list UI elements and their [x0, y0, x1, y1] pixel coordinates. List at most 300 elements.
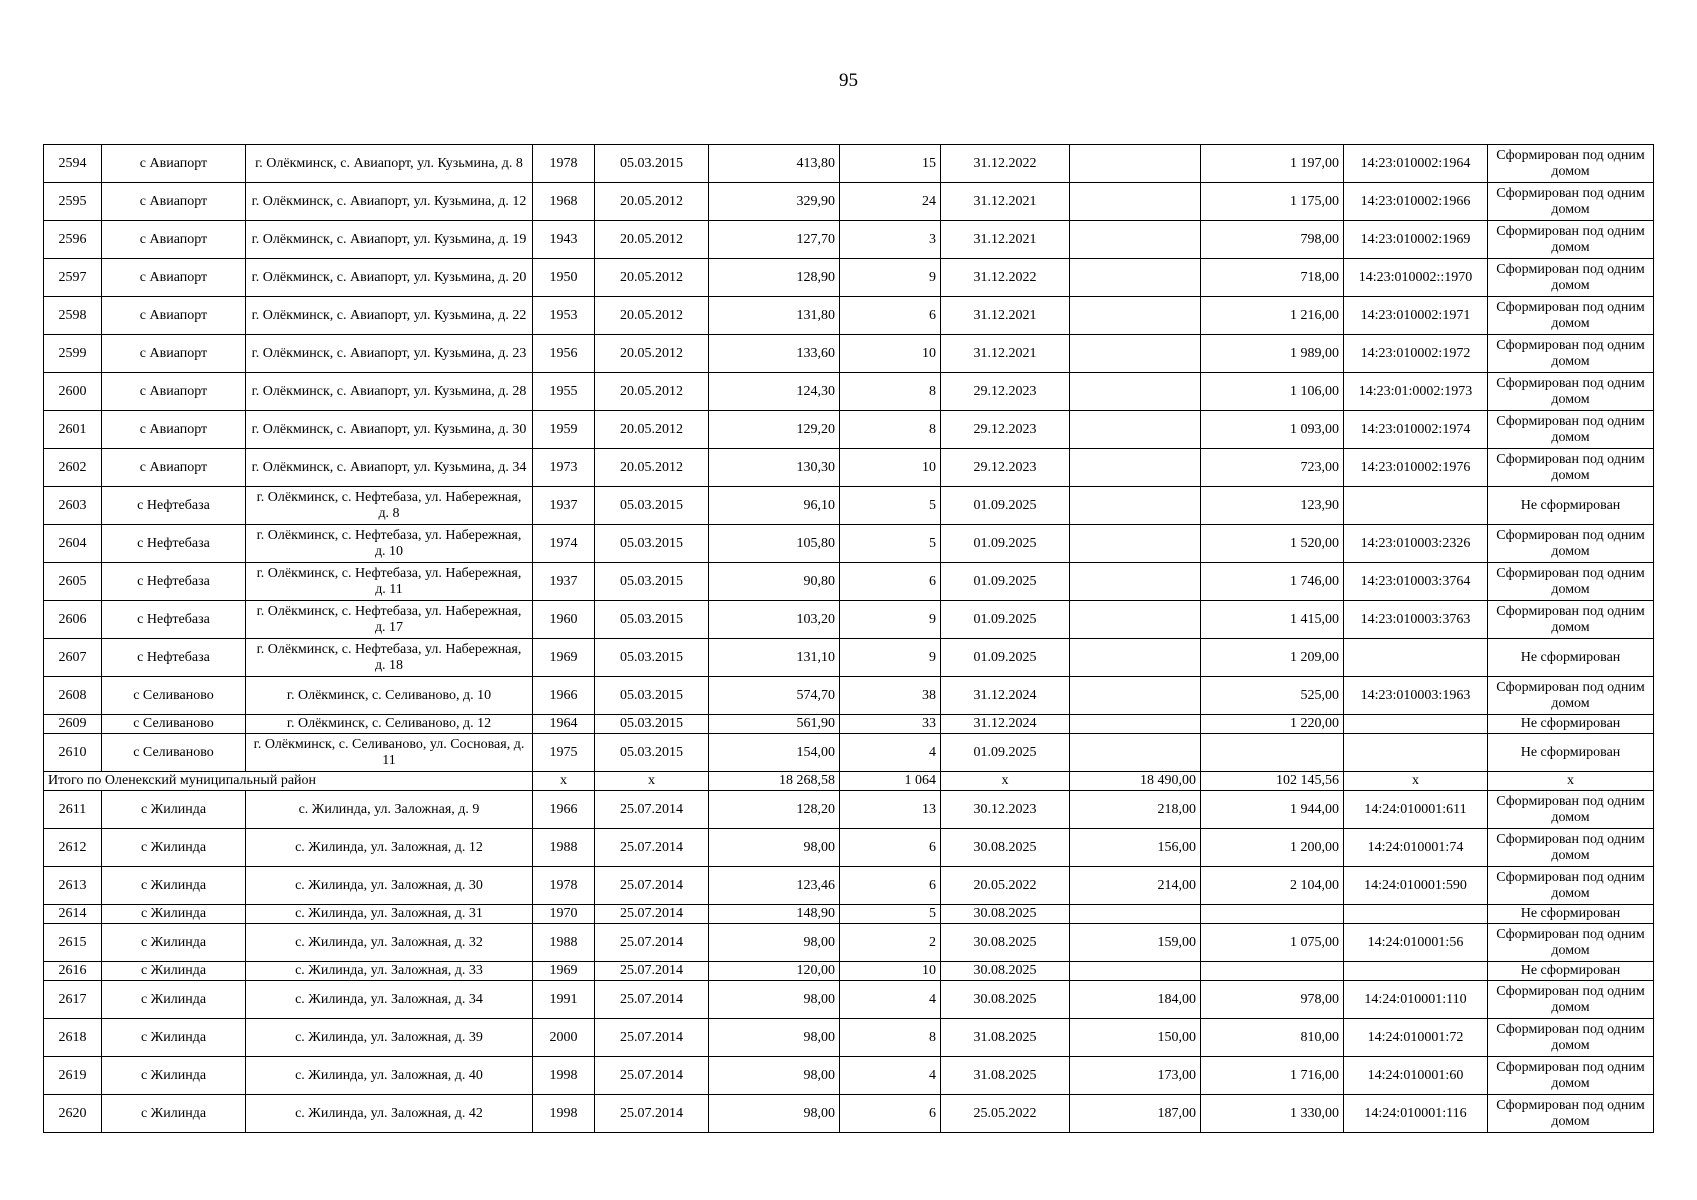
- deadline-cell: 31.12.2021: [941, 335, 1070, 373]
- row-number: 2619: [44, 1057, 102, 1095]
- residents-cell: 4: [840, 734, 941, 772]
- residents-cell: 33: [840, 715, 941, 734]
- status-cell: Сформирован под одним домом: [1488, 145, 1654, 183]
- residents-cell: 9: [840, 639, 941, 677]
- land-area-cell: 187,00: [1070, 1095, 1201, 1133]
- row-number: 2615: [44, 924, 102, 962]
- area-cell: 128,90: [709, 259, 840, 297]
- table-row: [44, 601, 1654, 639]
- status-cell: Сформирован под одним домом: [1488, 563, 1654, 601]
- year-cell: 1998: [533, 1057, 595, 1095]
- land-area-cell: [1070, 487, 1201, 525]
- residents-cell: 9: [840, 259, 941, 297]
- cadastral-number-cell: 14:24:010001:60: [1344, 1057, 1488, 1095]
- row-number: 2605: [44, 563, 102, 601]
- land-area-cell: [1070, 715, 1201, 734]
- residents-cell: 10: [840, 449, 941, 487]
- residents-cell: 3: [840, 221, 941, 259]
- cost-cell: 1 197,00: [1201, 145, 1344, 183]
- settlement-cell: с Жилинда: [102, 1095, 246, 1133]
- date-cell: 05.03.2015: [595, 677, 709, 715]
- cost-cell: 978,00: [1201, 981, 1344, 1019]
- residents-cell: 6: [840, 1095, 941, 1133]
- settlement-cell: с Жилинда: [102, 924, 246, 962]
- year-cell: 1988: [533, 924, 595, 962]
- date-cell: 05.03.2015: [595, 715, 709, 734]
- land-area-cell: [1070, 145, 1201, 183]
- date-cell: 25.07.2014: [595, 791, 709, 829]
- address-cell: с. Жилинда, ул. Заложная, д. 32: [246, 924, 533, 962]
- settlement-cell: с Авиапорт: [102, 183, 246, 221]
- cadastral-number-cell: 14:24:010001:72: [1344, 1019, 1488, 1057]
- area-cell: 131,80: [709, 297, 840, 335]
- date-cell: 25.07.2014: [595, 981, 709, 1019]
- residents-cell: 6: [840, 297, 941, 335]
- land-area-cell: [1070, 449, 1201, 487]
- row-number: 2608: [44, 677, 102, 715]
- date-cell: 05.03.2015: [595, 145, 709, 183]
- date-cell: 25.07.2014: [595, 924, 709, 962]
- row-number: 2599: [44, 335, 102, 373]
- year-cell: 1973: [533, 449, 595, 487]
- year-cell: 1950: [533, 259, 595, 297]
- date-cell: 05.03.2015: [595, 734, 709, 772]
- year-cell: 2000: [533, 1019, 595, 1057]
- deadline-cell: 30.12.2023: [941, 791, 1070, 829]
- settlement-cell: с Нефтебаза: [102, 601, 246, 639]
- land-area-cell: [1070, 297, 1201, 335]
- area-cell: 105,80: [709, 525, 840, 563]
- total-date: x: [595, 772, 709, 791]
- cadastral-number-cell: 14:24:010001:110: [1344, 981, 1488, 1019]
- year-cell: 1964: [533, 715, 595, 734]
- residents-cell: 24: [840, 183, 941, 221]
- table-row: [44, 829, 1654, 867]
- area-cell: 98,00: [709, 924, 840, 962]
- land-area-cell: [1070, 905, 1201, 924]
- row-number: 2614: [44, 905, 102, 924]
- settlement-cell: с Нефтебаза: [102, 639, 246, 677]
- row-number: 2601: [44, 411, 102, 449]
- row-number: 2613: [44, 867, 102, 905]
- status-cell: Не сформирован: [1488, 639, 1654, 677]
- total-deadline: x: [941, 772, 1070, 791]
- address-cell: г. Олёкминск, с. Авиапорт, ул. Кузьмина, д. 8: [246, 145, 533, 183]
- table-row: [44, 183, 1654, 221]
- date-cell: 25.07.2014: [595, 1019, 709, 1057]
- date-cell: 20.05.2012: [595, 449, 709, 487]
- area-cell: 98,00: [709, 829, 840, 867]
- cadastral-number-cell: [1344, 734, 1488, 772]
- land-area-cell: [1070, 335, 1201, 373]
- year-cell: 1970: [533, 905, 595, 924]
- deadline-cell: 29.12.2023: [941, 373, 1070, 411]
- deadline-cell: 01.09.2025: [941, 601, 1070, 639]
- land-area-cell: 218,00: [1070, 791, 1201, 829]
- deadline-cell: 31.12.2021: [941, 297, 1070, 335]
- register-rows: [44, 145, 1654, 1133]
- page-number: 95: [839, 70, 858, 91]
- status-cell: Сформирован под одним домом: [1488, 829, 1654, 867]
- date-cell: 05.03.2015: [595, 487, 709, 525]
- cost-cell: 1 944,00: [1201, 791, 1344, 829]
- cost-cell: 723,00: [1201, 449, 1344, 487]
- year-cell: 1960: [533, 601, 595, 639]
- status-cell: Сформирован под одним домом: [1488, 297, 1654, 335]
- deadline-cell: 31.12.2021: [941, 221, 1070, 259]
- cadastral-number-cell: 14:23:010003:3763: [1344, 601, 1488, 639]
- deadline-cell: 01.09.2025: [941, 525, 1070, 563]
- residents-cell: 8: [840, 1019, 941, 1057]
- cadastral-number-cell: [1344, 487, 1488, 525]
- table-row: [44, 1019, 1654, 1057]
- year-cell: 1969: [533, 639, 595, 677]
- table-row: [44, 791, 1654, 829]
- status-cell: Сформирован под одним домом: [1488, 449, 1654, 487]
- deadline-cell: 29.12.2023: [941, 449, 1070, 487]
- settlement-cell: с Жилинда: [102, 905, 246, 924]
- cadastral-number-cell: 14:24:010001:74: [1344, 829, 1488, 867]
- table-row: [44, 1057, 1654, 1095]
- address-cell: г. Олёкминск, с. Селиваново, д. 12: [246, 715, 533, 734]
- status-cell: Сформирован под одним домом: [1488, 373, 1654, 411]
- row-number: 2618: [44, 1019, 102, 1057]
- address-cell: с. Жилинда, ул. Заложная, д. 33: [246, 962, 533, 981]
- table-row: [44, 962, 1654, 981]
- settlement-cell: с Авиапорт: [102, 449, 246, 487]
- status-cell: Сформирован под одним домом: [1488, 1057, 1654, 1095]
- status-cell: Сформирован под одним домом: [1488, 1019, 1654, 1057]
- table-row: [44, 221, 1654, 259]
- address-cell: г. Олёкминск, с. Авиапорт, ул. Кузьмина, д. 19: [246, 221, 533, 259]
- address-cell: г. Олёкминск, с. Авиапорт, ул. Кузьмина, д. 34: [246, 449, 533, 487]
- cost-cell: 1 220,00: [1201, 715, 1344, 734]
- land-area-cell: 184,00: [1070, 981, 1201, 1019]
- cost-cell: 1 330,00: [1201, 1095, 1344, 1133]
- table-row: [44, 734, 1654, 772]
- table-row: [44, 411, 1654, 449]
- row-number: 2603: [44, 487, 102, 525]
- row-number: 2597: [44, 259, 102, 297]
- land-area-cell: [1070, 525, 1201, 563]
- status-cell: Не сформирован: [1488, 487, 1654, 525]
- residents-cell: 5: [840, 487, 941, 525]
- deadline-cell: 30.08.2025: [941, 905, 1070, 924]
- cadastral-number-cell: [1344, 639, 1488, 677]
- cadastral-number-cell: 14:23:010002::1970: [1344, 259, 1488, 297]
- address-cell: г. Олёкминск, с. Авиапорт, ул. Кузьмина, д. 22: [246, 297, 533, 335]
- cadastral-number-cell: 14:24:010001:116: [1344, 1095, 1488, 1133]
- status-cell: Сформирован под одним домом: [1488, 601, 1654, 639]
- year-cell: 1969: [533, 962, 595, 981]
- settlement-cell: с Нефтебаза: [102, 563, 246, 601]
- cost-cell: 810,00: [1201, 1019, 1344, 1057]
- settlement-cell: с Авиапорт: [102, 297, 246, 335]
- date-cell: 25.07.2014: [595, 867, 709, 905]
- address-cell: г. Олёкминск, с. Селиваново, ул. Сосновая, д. 11: [246, 734, 533, 772]
- address-cell: г. Олёкминск, с. Селиваново, д. 10: [246, 677, 533, 715]
- cost-cell: 1 989,00: [1201, 335, 1344, 373]
- residents-cell: 6: [840, 563, 941, 601]
- address-cell: с. Жилинда, ул. Заложная, д. 31: [246, 905, 533, 924]
- date-cell: 20.05.2012: [595, 373, 709, 411]
- date-cell: 25.07.2014: [595, 1095, 709, 1133]
- table-row: [44, 715, 1654, 734]
- row-number: 2616: [44, 962, 102, 981]
- year-cell: 1988: [533, 829, 595, 867]
- address-cell: г. Олёкминск, с. Нефтебаза, ул. Набережная, д. 10: [246, 525, 533, 563]
- cost-cell: 2 104,00: [1201, 867, 1344, 905]
- deadline-cell: 31.12.2022: [941, 259, 1070, 297]
- area-cell: 133,60: [709, 335, 840, 373]
- land-area-cell: [1070, 221, 1201, 259]
- year-cell: 1991: [533, 981, 595, 1019]
- table-row: [44, 373, 1654, 411]
- deadline-cell: 29.12.2023: [941, 411, 1070, 449]
- status-cell: Не сформирован: [1488, 962, 1654, 981]
- cost-cell: 1 209,00: [1201, 639, 1344, 677]
- date-cell: 20.05.2012: [595, 259, 709, 297]
- settlement-cell: с Жилинда: [102, 791, 246, 829]
- cadastral-number-cell: 14:23:010003:1963: [1344, 677, 1488, 715]
- address-cell: г. Олёкминск, с. Авиапорт, ул. Кузьмина, д. 20: [246, 259, 533, 297]
- year-cell: 1978: [533, 867, 595, 905]
- year-cell: 1998: [533, 1095, 595, 1133]
- land-area-cell: [1070, 601, 1201, 639]
- area-cell: 98,00: [709, 981, 840, 1019]
- address-cell: г. Олёкминск, с. Нефтебаза, ул. Набережная, д. 17: [246, 601, 533, 639]
- total-land-area: 18 490,00: [1070, 772, 1201, 791]
- settlement-cell: с Авиапорт: [102, 411, 246, 449]
- cost-cell: [1201, 734, 1344, 772]
- deadline-cell: 31.08.2025: [941, 1019, 1070, 1057]
- residents-cell: 10: [840, 335, 941, 373]
- row-number: 2596: [44, 221, 102, 259]
- status-cell: Сформирован под одним домом: [1488, 677, 1654, 715]
- settlement-cell: с Нефтебаза: [102, 487, 246, 525]
- housing-register-table: [43, 144, 1654, 1133]
- status-cell: Не сформирован: [1488, 734, 1654, 772]
- residents-cell: 2: [840, 924, 941, 962]
- total-row: [44, 772, 1654, 791]
- year-cell: 1978: [533, 145, 595, 183]
- area-cell: 98,00: [709, 1095, 840, 1133]
- status-cell: Сформирован под одним домом: [1488, 259, 1654, 297]
- area-cell: 128,20: [709, 791, 840, 829]
- land-area-cell: 214,00: [1070, 867, 1201, 905]
- settlement-cell: с Жилинда: [102, 1057, 246, 1095]
- settlement-cell: с Жилинда: [102, 981, 246, 1019]
- cadastral-number-cell: 14:23:01:0002:1973: [1344, 373, 1488, 411]
- area-cell: 329,90: [709, 183, 840, 221]
- settlement-cell: с Селиваново: [102, 715, 246, 734]
- settlement-cell: с Авиапорт: [102, 145, 246, 183]
- row-number: 2595: [44, 183, 102, 221]
- area-cell: 129,20: [709, 411, 840, 449]
- deadline-cell: 01.09.2025: [941, 639, 1070, 677]
- deadline-cell: 20.05.2022: [941, 867, 1070, 905]
- land-area-cell: [1070, 563, 1201, 601]
- residents-cell: 13: [840, 791, 941, 829]
- row-number: 2600: [44, 373, 102, 411]
- address-cell: с. Жилинда, ул. Заложная, д. 12: [246, 829, 533, 867]
- status-cell: Сформирован под одним домом: [1488, 221, 1654, 259]
- area-cell: 574,70: [709, 677, 840, 715]
- table-row: [44, 867, 1654, 905]
- deadline-cell: 31.08.2025: [941, 1057, 1070, 1095]
- cost-cell: 1 415,00: [1201, 601, 1344, 639]
- address-cell: г. Олёкминск, с. Авиапорт, ул. Кузьмина, д. 28: [246, 373, 533, 411]
- cost-cell: 1 746,00: [1201, 563, 1344, 601]
- area-cell: 148,90: [709, 905, 840, 924]
- year-cell: 1974: [533, 525, 595, 563]
- table-row: [44, 145, 1654, 183]
- year-cell: 1959: [533, 411, 595, 449]
- address-cell: г. Олёкминск, с. Нефтебаза, ул. Набережная, д. 18: [246, 639, 533, 677]
- deadline-cell: 31.12.2024: [941, 715, 1070, 734]
- cadastral-number-cell: [1344, 905, 1488, 924]
- total-area: 18 268,58: [709, 772, 840, 791]
- cadastral-number-cell: 14:23:010003:2326: [1344, 525, 1488, 563]
- year-cell: 1966: [533, 791, 595, 829]
- deadline-cell: 01.09.2025: [941, 734, 1070, 772]
- cadastral-number-cell: 14:23:010002:1971: [1344, 297, 1488, 335]
- land-area-cell: [1070, 677, 1201, 715]
- settlement-cell: с Авиапорт: [102, 221, 246, 259]
- address-cell: с. Жилинда, ул. Заложная, д. 40: [246, 1057, 533, 1095]
- row-number: 2594: [44, 145, 102, 183]
- table-row: [44, 924, 1654, 962]
- land-area-cell: 173,00: [1070, 1057, 1201, 1095]
- table-row: [44, 259, 1654, 297]
- table-row: [44, 905, 1654, 924]
- date-cell: 05.03.2015: [595, 525, 709, 563]
- deadline-cell: 30.08.2025: [941, 981, 1070, 1019]
- date-cell: 20.05.2012: [595, 221, 709, 259]
- settlement-cell: с Жилинда: [102, 962, 246, 981]
- residents-cell: 8: [840, 411, 941, 449]
- address-cell: с. Жилинда, ул. Заложная, д. 39: [246, 1019, 533, 1057]
- area-cell: 120,00: [709, 962, 840, 981]
- cadastral-number-cell: 14:24:010001:611: [1344, 791, 1488, 829]
- cost-cell: 798,00: [1201, 221, 1344, 259]
- year-cell: 1943: [533, 221, 595, 259]
- area-cell: 96,10: [709, 487, 840, 525]
- residents-cell: 10: [840, 962, 941, 981]
- deadline-cell: 30.08.2025: [941, 962, 1070, 981]
- deadline-cell: 31.12.2022: [941, 145, 1070, 183]
- deadline-cell: 30.08.2025: [941, 924, 1070, 962]
- settlement-cell: с Авиапорт: [102, 259, 246, 297]
- cost-cell: 525,00: [1201, 677, 1344, 715]
- status-cell: Не сформирован: [1488, 715, 1654, 734]
- status-cell: Сформирован под одним домом: [1488, 1095, 1654, 1133]
- date-cell: 05.03.2015: [595, 601, 709, 639]
- land-area-cell: [1070, 373, 1201, 411]
- cost-cell: [1201, 962, 1344, 981]
- cadastral-number-cell: [1344, 715, 1488, 734]
- cadastral-number-cell: 14:23:010002:1966: [1344, 183, 1488, 221]
- row-number: 2598: [44, 297, 102, 335]
- address-cell: с. Жилинда, ул. Заложная, д. 9: [246, 791, 533, 829]
- area-cell: 103,20: [709, 601, 840, 639]
- cost-cell: 718,00: [1201, 259, 1344, 297]
- table-row: [44, 449, 1654, 487]
- land-area-cell: [1070, 411, 1201, 449]
- cost-cell: 123,90: [1201, 487, 1344, 525]
- total-year: x: [533, 772, 595, 791]
- cadastral-number-cell: 14:23:010002:1969: [1344, 221, 1488, 259]
- row-number: 2617: [44, 981, 102, 1019]
- table-row: [44, 677, 1654, 715]
- cost-cell: 1 200,00: [1201, 829, 1344, 867]
- row-number: 2606: [44, 601, 102, 639]
- date-cell: 20.05.2012: [595, 411, 709, 449]
- table-row: [44, 1095, 1654, 1133]
- residents-cell: 9: [840, 601, 941, 639]
- cadastral-number-cell: 14:24:010001:56: [1344, 924, 1488, 962]
- area-cell: 127,70: [709, 221, 840, 259]
- year-cell: 1953: [533, 297, 595, 335]
- deadline-cell: 25.05.2022: [941, 1095, 1070, 1133]
- date-cell: 20.05.2012: [595, 297, 709, 335]
- total-residents: 1 064: [840, 772, 941, 791]
- address-cell: с. Жилинда, ул. Заложная, д. 30: [246, 867, 533, 905]
- status-cell: Сформирован под одним домом: [1488, 924, 1654, 962]
- cost-cell: 1 075,00: [1201, 924, 1344, 962]
- land-area-cell: 159,00: [1070, 924, 1201, 962]
- deadline-cell: 01.09.2025: [941, 487, 1070, 525]
- residents-cell: 4: [840, 1057, 941, 1095]
- land-area-cell: [1070, 639, 1201, 677]
- residents-cell: 8: [840, 373, 941, 411]
- address-cell: г. Олёкминск, с. Авиапорт, ул. Кузьмина, д. 23: [246, 335, 533, 373]
- cadastral-number-cell: 14:23:010002:1976: [1344, 449, 1488, 487]
- year-cell: 1937: [533, 563, 595, 601]
- table-row: [44, 297, 1654, 335]
- land-area-cell: [1070, 734, 1201, 772]
- deadline-cell: 30.08.2025: [941, 829, 1070, 867]
- cost-cell: 1 175,00: [1201, 183, 1344, 221]
- table-row: [44, 335, 1654, 373]
- date-cell: 25.07.2014: [595, 829, 709, 867]
- row-number: 2609: [44, 715, 102, 734]
- row-number: 2620: [44, 1095, 102, 1133]
- settlement-cell: с Селиваново: [102, 734, 246, 772]
- status-cell: Сформирован под одним домом: [1488, 183, 1654, 221]
- deadline-cell: 01.09.2025: [941, 563, 1070, 601]
- settlement-cell: с Жилинда: [102, 867, 246, 905]
- address-cell: г. Олёкминск, с. Авиапорт, ул. Кузьмина, д. 30: [246, 411, 533, 449]
- address-cell: г. Олёкминск, с. Нефтебаза, ул. Набережная, д. 11: [246, 563, 533, 601]
- total-label: Итого по Оленекский муниципальный район: [44, 772, 533, 791]
- area-cell: 90,80: [709, 563, 840, 601]
- residents-cell: 5: [840, 525, 941, 563]
- year-cell: 1975: [533, 734, 595, 772]
- residents-cell: 15: [840, 145, 941, 183]
- deadline-cell: 31.12.2024: [941, 677, 1070, 715]
- cadastral-number-cell: 14:23:010003:3764: [1344, 563, 1488, 601]
- area-cell: 130,30: [709, 449, 840, 487]
- total-cadastral: x: [1344, 772, 1488, 791]
- cost-cell: 1 716,00: [1201, 1057, 1344, 1095]
- table-row: [44, 563, 1654, 601]
- date-cell: 20.05.2012: [595, 183, 709, 221]
- status-cell: Сформирован под одним домом: [1488, 791, 1654, 829]
- total-cost: 102 145,56: [1201, 772, 1344, 791]
- area-cell: 131,10: [709, 639, 840, 677]
- cadastral-number-cell: 14:24:010001:590: [1344, 867, 1488, 905]
